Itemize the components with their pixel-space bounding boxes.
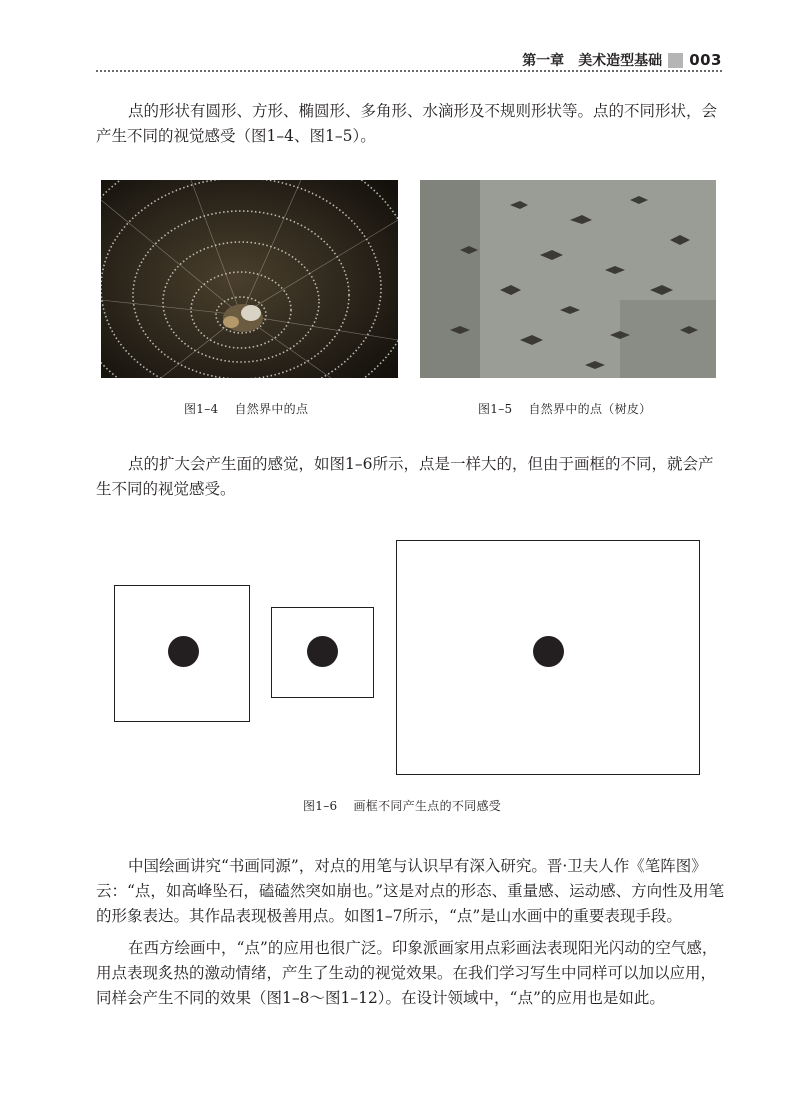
dot-in-small-frame (307, 636, 338, 667)
dot-in-medium-frame (168, 636, 199, 667)
page-number: 003 (689, 51, 722, 69)
figure-number: 图1–5 (478, 402, 513, 416)
paragraph-dot-expansion: 点的扩大会产生面的感觉，如图1–6所示，点是一样大的，但由于画框的不同，就会产生不同的视觉感受。 (96, 455, 714, 498)
figure-number: 图1–4 (184, 402, 219, 416)
figure-number: 图1–6 (303, 799, 338, 813)
figure-caption-text: 自然界中的点 (234, 402, 309, 416)
figure-caption-1-6 (303, 797, 501, 814)
chapter-label: 第一章 (522, 53, 565, 69)
header-text (522, 50, 722, 70)
figure-caption-text: 画框不同产生点的不同感受 (353, 799, 502, 813)
dot-in-large-frame (533, 636, 564, 667)
paragraph-western-painting: 在西方绘画中，“点”的应用也很广泛。印象派画家用点彩画法表现阳光闪动的空气感，用点表现炙热的激动情绪，产生了生动的视觉效果。在我们学习写生中同样可以加以应用，同样会产生不同的效果（图1–8～图1–12）。在设计领域中，“点”的应用也是如此。 (96, 939, 718, 1007)
figure-caption-text: 自然界中的点（树皮） (528, 402, 652, 416)
figure-caption-1-5 (478, 400, 652, 417)
header-marker-box (668, 53, 683, 68)
paragraph-chinese-painting: 中国绘画讲究“书画同源”，对点的用笔与认识早有深入研究。晋·卫夫人作《笔阵图》云：“点，如高峰坠石，磕磕然突如崩也。”这是对点的形态、重量感、运动感、方向性及用笔的形象表达。其作品表现极善用点。如图1–7所示，“点”是山水画中的重要表现手段。 (96, 857, 725, 925)
header-dotted-rule (96, 70, 722, 72)
figure-caption-1-4 (184, 400, 308, 417)
section-title: 美术造型基础 (578, 53, 663, 69)
spider-web-photo (101, 180, 398, 378)
paragraph-shapes-of-dots: 点的形状有圆形、方形、椭圆形、多角形、水滴形及不规则形状等。点的不同形状，会产生不同的视觉感受（图1–4、图1–5）。 (96, 102, 718, 145)
tree-bark-photo (420, 180, 716, 378)
